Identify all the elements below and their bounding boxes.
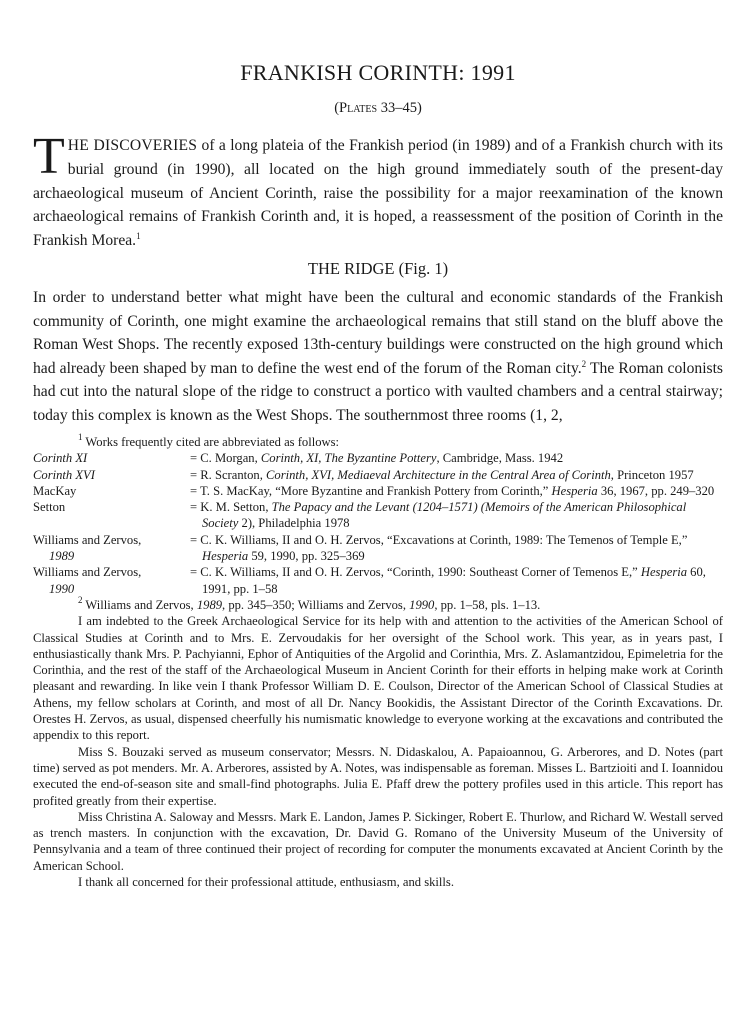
article-title: FRANKISH CORINTH: 1991 (240, 60, 516, 85)
footnotes (33, 434, 723, 890)
plates-reference: (Plates 33–45) (334, 100, 422, 116)
footnote-ref-2[interactable]: 2 (581, 358, 587, 369)
acknowledgment-paragraph: I thank all concerned for their professional attitude, enthusiasm, and skills. (78, 875, 454, 890)
intro-lead: HE DISCOVERIES (67, 137, 198, 154)
drop-cap: T (33, 128, 65, 185)
abbreviation-value: = C. K. Williams, II and O. H. Zervos, “Excavations at Corinth, 1989: The Temenos of Temple E,” Hesperia 59, 1990, pp. 325–369 (190, 532, 688, 564)
abbreviation-row (33, 564, 723, 597)
acknowledgment-paragraph: I am indebted to the Greek Archaeological Service for its help with and attention to the activities of the American School of Classical Studies at Corinth and to Mrs. E. Zervoudakis for her oversight of the School work. This year, as in years past, I enthusiastically thank Mrs. P. Pachyianni, Ephor of Antiquities of the Argolid and Corinthia, Mrs. Z. Aslamantzidou, Epimeletria for the Corinthia, and the rest of the staff of the Archaeological Museum in Ancient Corinth for their efforts in helping make work at Corinth pleasant and rewarding. In like vein I thank Professor William D. E. Coulson, Director of the American School of Classical Studies at Athens, my fellow scholars at Corinth, and most of all Dr. Nancy Bookidis, the Assistant Director of the Corinth Excavations. Dr. Orestes H. Zervos, as usual, dispensed cheerfully his numismatic knowledge to everyone working at the excavations and contributed the appendix to this report. (33, 614, 723, 743)
abbreviation-key: Setton (33, 500, 66, 515)
section-heading: THE RIDGE (Fig. 1) (307, 259, 449, 278)
abbreviation-key: Corinth XI (33, 451, 88, 466)
abbreviation-value: = C. K. Williams, II and O. H. Zervos, “Corinth, 1990: Southeast Corner of Temenos E,” Hesperia 60, 1991, pp. 1–58 (190, 565, 706, 596)
abbreviation-key: Williams and Zervos, 1990 (33, 565, 142, 596)
intro-paragraph (33, 128, 724, 253)
intro-text: of a long plateia of the Frankish period (in 1989) and of a Frankish church with its burial ground (in 1990), all located on the high ground immediately south of the present-day archaeological museum of Ancient Corinth, raise the possibility for a major reexamination of the known archaeological remains of Frankish Corinth and, it is hoped, a reassessment of the position of Corinth in the Frankish Morea. (33, 137, 724, 250)
abbreviation-value: = T. S. MacKay, “More Byzantine and Frankish Pottery from Corinth,” Hesperia 36, 1967, pp. 249–320 (190, 483, 715, 498)
abbreviation-value: = R. Scranton, Corinth, XVI, Mediaeval Architecture in the Central Area of Corinth, Princeton 1957 (190, 467, 694, 482)
abbreviation-value: = C. Morgan, Corinth, XI, The Byzantine Pottery, Cambridge, Mass. 1942 (190, 451, 564, 466)
abbreviation-key: Corinth XVI (33, 467, 95, 482)
abbreviation-key: MacKay (33, 483, 77, 498)
abbreviation-key: Williams and Zervos, 1989 (33, 532, 142, 564)
footnote-1 (78, 434, 723, 450)
footnote-1-number: 1 (78, 432, 83, 442)
footnote-2: $^2$ Williams and Zervos, 1989, pp. 345–350; Williams and Zervos, 1990, pp. 1–58, pls. 1–13. (78, 594, 541, 612)
abbreviation-row (33, 532, 723, 565)
abbreviation-row (33, 499, 723, 532)
abbreviation-row (33, 483, 723, 499)
body-text-b: The Roman colonists had cut into the natural slope of the ridge to construct a portico with vaulted chambers and a central stairway; today this complex is known as the West Shops. The southernmost three rooms (1, 2, (33, 359, 724, 424)
abbreviation-row (33, 467, 723, 483)
body-text-a: In order to understand better what might have been the cultural and economic standards of the Frankish community of Corinth, one might examine the archaeological remains that still stand on the bluff above the Roman West Shops. The recently exposed 13th-century buildings were constructed on the high ground which had already been shaped by man to define the west end of the forum of the Roman city. (33, 289, 723, 377)
footnote-1-text: Works frequently cited are abbreviated as follows: (82, 435, 339, 449)
acknowledgment-paragraph: Miss Christina A. Saloway and Messrs. Mark E. Landon, James P. Sickinger, Robert E. Thurlow, and Richard W. Westall served as trench masters. In conjunction with the excavation, Dr. David G. Romano of the University Museum of the University of Pennsylvania and a team of three continued their project of recording for computer the monuments excavated at Ancient Corinth by the American School. (33, 809, 723, 873)
body-paragraph (33, 286, 723, 428)
abbreviation-row (33, 450, 723, 466)
footnote-ref-1[interactable]: 1 (136, 231, 141, 242)
abbreviation-value: = K. M. Setton, The Papacy and the Levant (1204–1571) (Memoirs of the American Philosophical Society 2), Philadelphia 1978 (190, 500, 687, 531)
acknowledgment-paragraph: Miss S. Bouzaki served as museum conservator; Messrs. N. Didaskalou, A. Papaioannou, G. Arberores, and D. Notes (part time) served as pot menders. Mr. A. Arberores, assisted by A. Notes, was indispensable as foreman. Misses L. Bartzioiti and I. Ioannidou executed the end-of-season site and small-find photographs. Julia E. Pfaff drew the pottery profiles used in this article. This report has profited greatly from their expertise. (33, 744, 723, 808)
